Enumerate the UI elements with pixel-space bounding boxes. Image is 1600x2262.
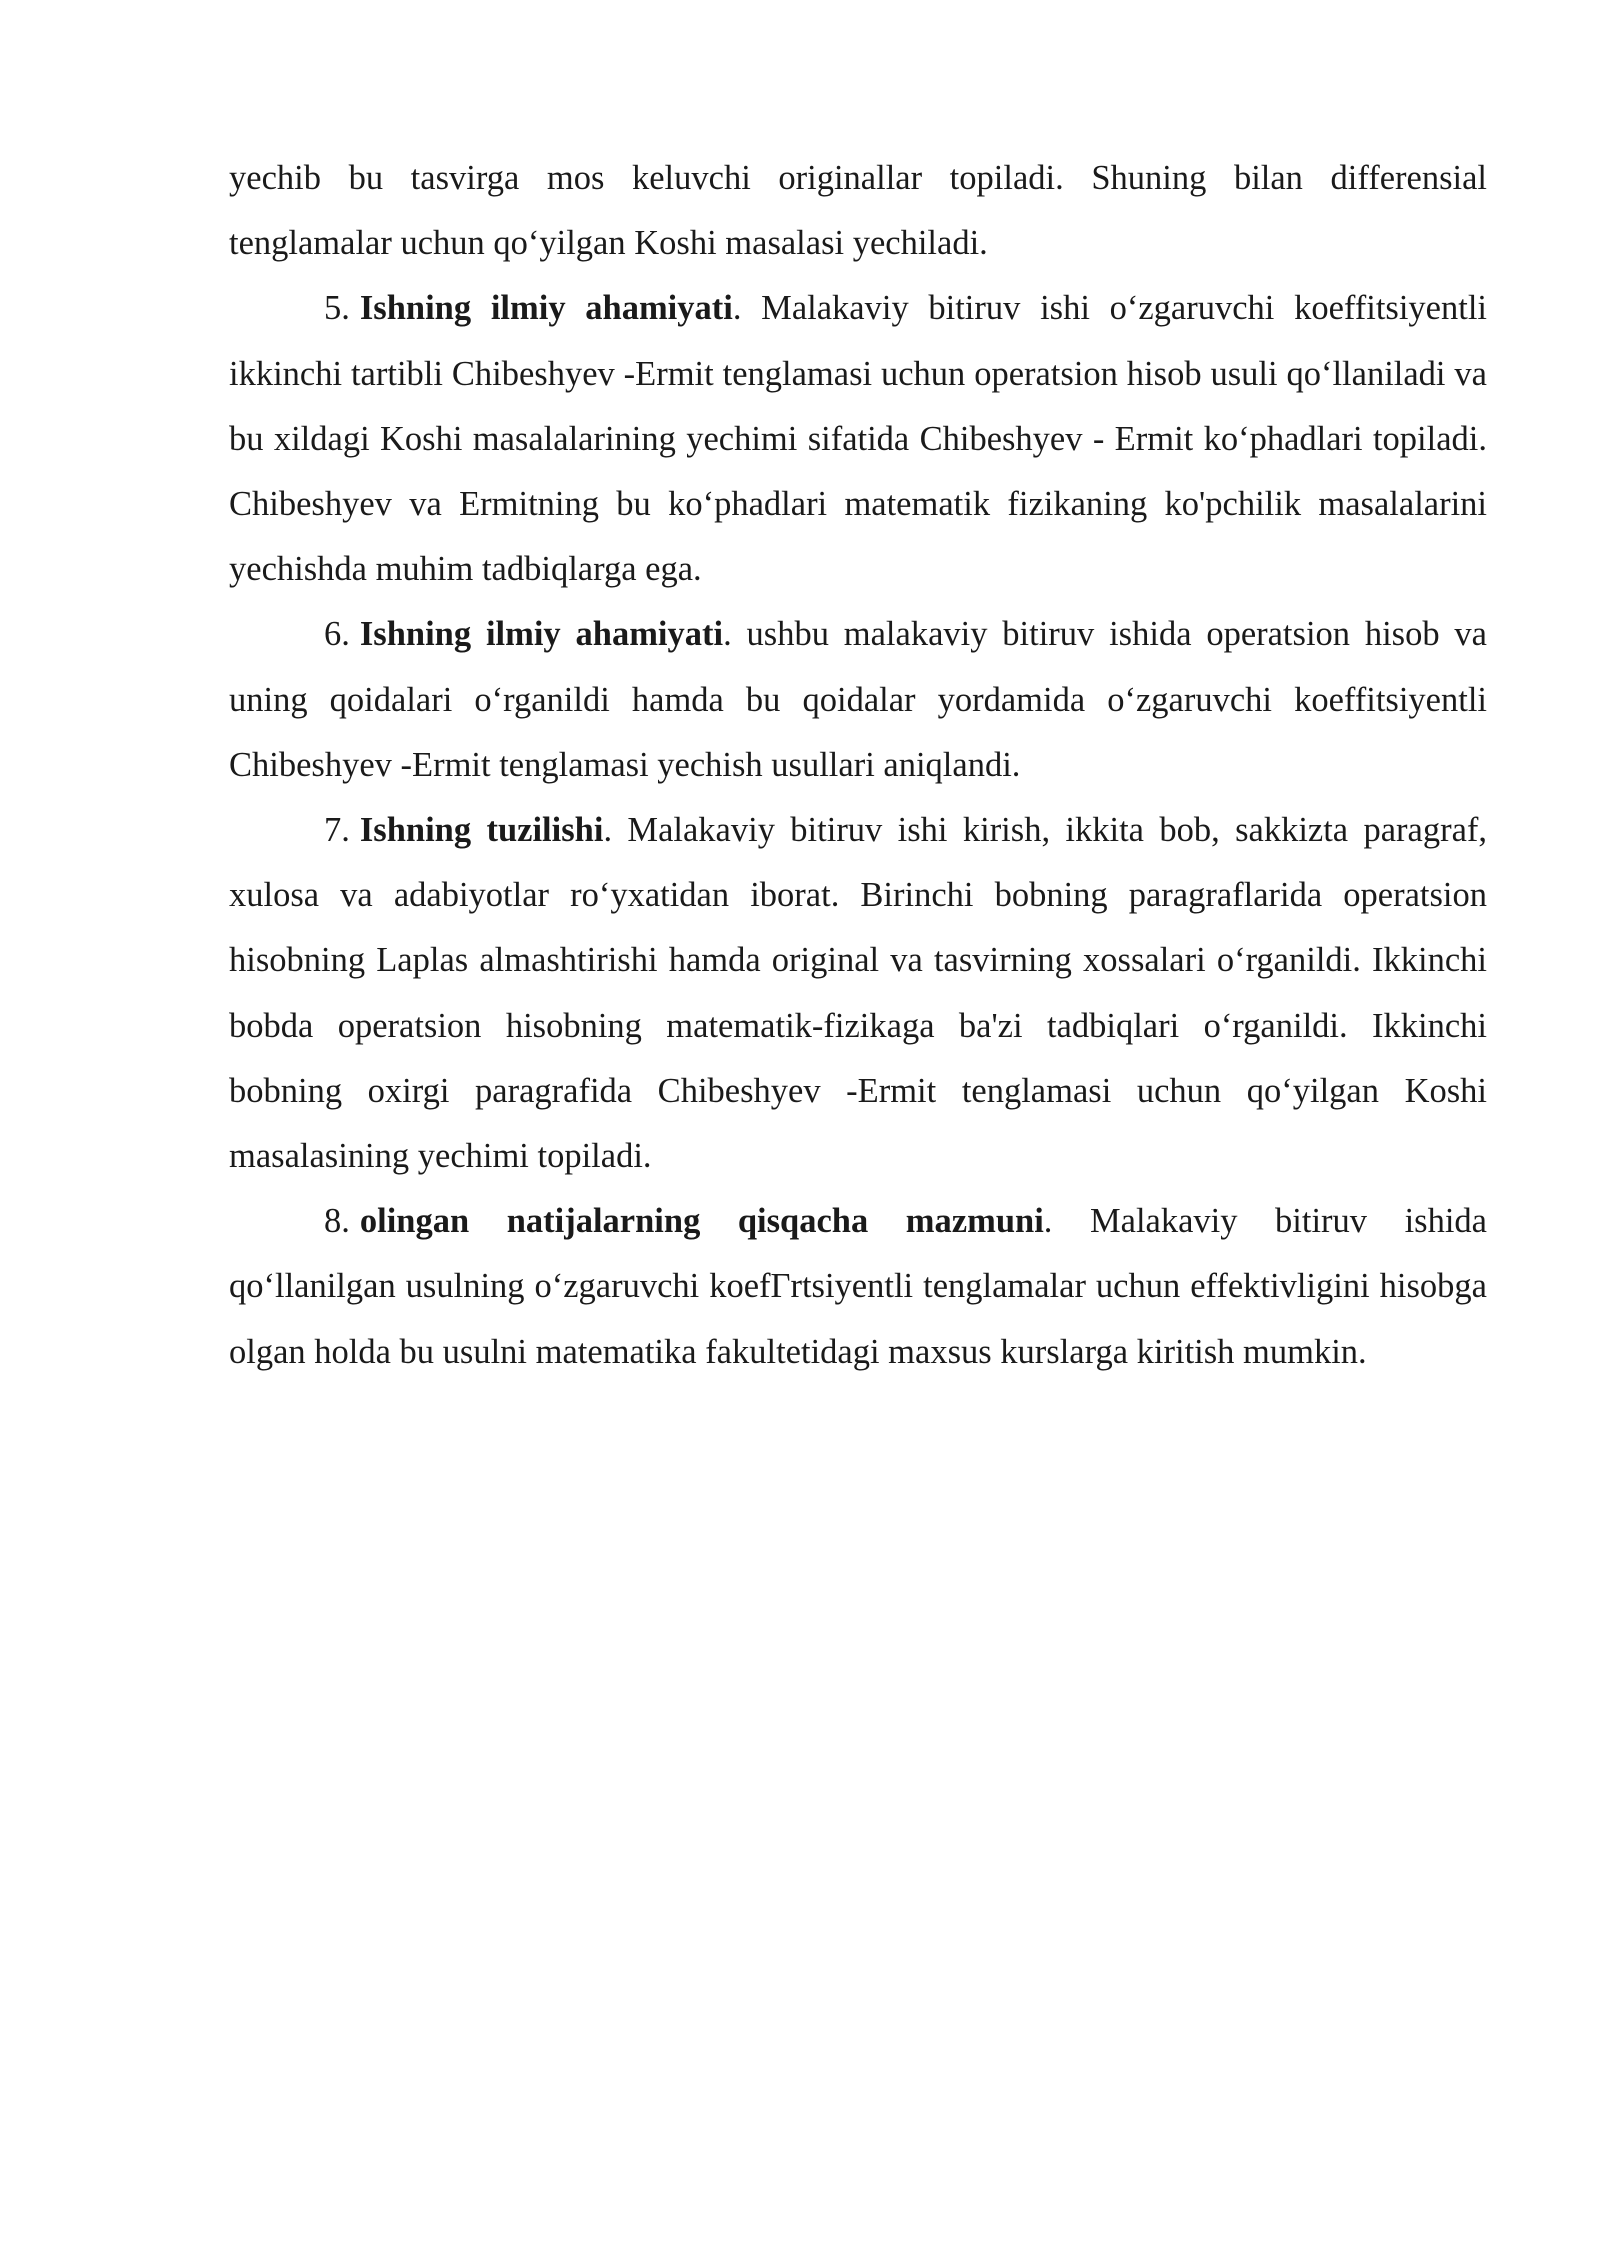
- paragraph-number: 8.: [324, 1202, 350, 1241]
- paragraph-7-structure: [229, 798, 1487, 1189]
- paragraph-body: . Malakaviy bitiruv ishida qo‘llanilgan usulning o‘zgaruvchi koefГrtsiyentli tenglamalar uchun effektivligini hisobga olgan holda bu usulni matematika fakultetidagi maxsus kurslarga kiritish mumkin.: [229, 1202, 1487, 1371]
- paragraph-number: 7.: [324, 811, 350, 850]
- paragraph-number: 5.: [324, 289, 350, 328]
- paragraph-5-scientific-significance: [229, 276, 1487, 602]
- paragraph-heading: Ishning tuzilishi: [359, 811, 604, 850]
- paragraph-body: . Malakaviy bitiruv ishi kirish, ikkita bob, sakkizta paragraf, xulosa va adabiyotlar ro‘yxatidan iborat. Birinchi bobning paragraflarida operatsion hisobning Laplas almashtirishi hamda original va tasvirning xossalari o‘rganildi. Ikkinchi bobda operatsion hisobning matematik-fizikaga ba'zi tadbiqlari o‘rganildi. Ikkinchi bobning oxirgi paragrafida Chibeshyev -Ermit tenglamasi uchun qo‘yilgan Koshi masalasining yechimi topiladi.: [229, 811, 1488, 1176]
- paragraph-body: . ushbu malakaviy bitiruv ishida operatsion hisob va uning qoidalari o‘rganildi hamda bu qoidalar yordamida o‘zgaruvchi koeffitsiyentli Chibeshyev -Ermit tenglamasi yechish usullari aniqlandi.: [229, 615, 1487, 784]
- paragraph-continuation: [229, 146, 1487, 276]
- paragraph-6-scientific-significance: [229, 602, 1487, 798]
- paragraph-number: 6.: [324, 615, 350, 654]
- paragraph-body: yechib bu tasvirga mos keluvchi originallar topiladi. Shuning bilan differensial tenglamalar uchun qo‘yilgan Koshi masalasi yechiladi.: [229, 159, 1487, 263]
- document-body: [229, 146, 1487, 1385]
- paragraph-heading: Ishning ilmiy ahamiyati: [359, 615, 724, 654]
- paragraph-heading: Ishning ilmiy ahamiyati: [359, 289, 733, 328]
- paragraph-8-results-summary: [229, 1189, 1487, 1385]
- paragraph-body: . Malakaviy bitiruv ishi o‘zgaruvchi koeffitsiyentli ikkinchi tartibli Chibeshyev -Ermit tenglamasi uchun operatsion hisob usuli qo‘llaniladi va bu xildagi Koshi masalalarining yechimi sifatida Chibeshyev - Ermit ko‘phadlari topiladi. Chibeshyev va Ermitning bu ko‘phadlari matematik fizikaning ko'pchilik masalalarini yechishda muhim tadbiqlarga ega.: [229, 289, 1487, 589]
- paragraph-heading: olingan natijalarning qisqacha mazmuni: [359, 1202, 1044, 1241]
